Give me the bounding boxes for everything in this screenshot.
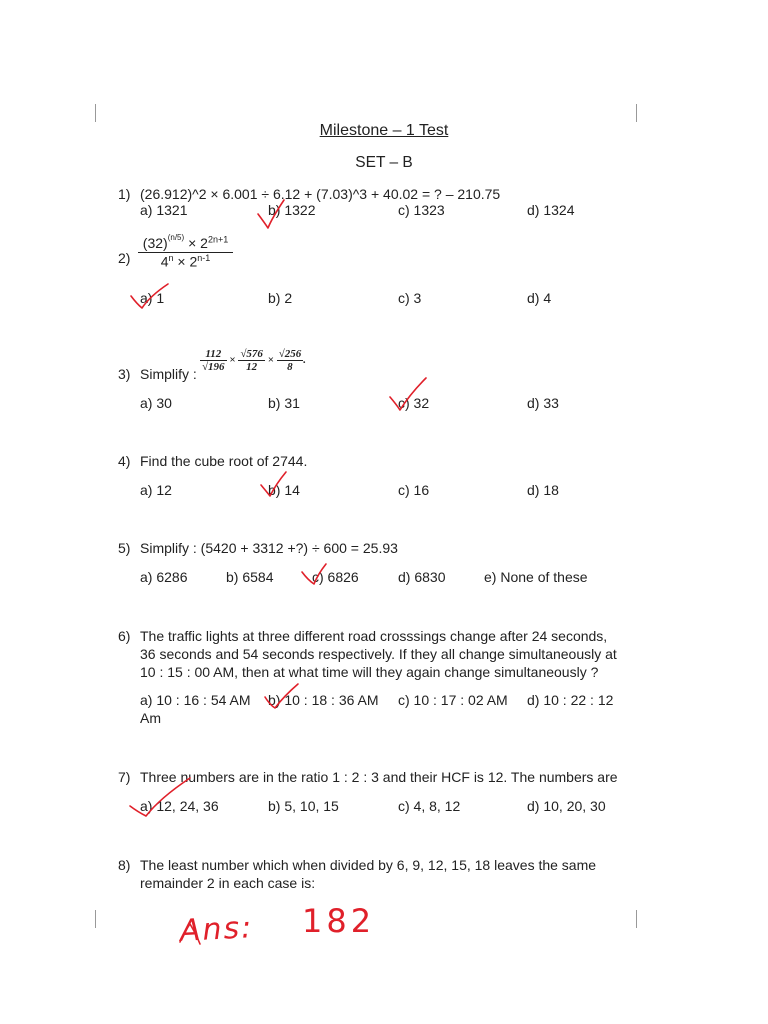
- checkmark-icon: [130, 778, 190, 816]
- set-label: SET – B: [355, 154, 413, 171]
- question-number: 7): [118, 769, 131, 785]
- expression-numerator: $(32)^{(n/5)} \times 2^{2n+1}$: [138, 234, 233, 253]
- checkmark-icon: [258, 200, 284, 228]
- option-d: d) 10, 20, 30: [527, 798, 606, 814]
- option-a: a) 6286: [140, 569, 188, 585]
- fraction: $\frac{112}{√196}$: [202, 348, 225, 373]
- option-c: c) 16: [398, 482, 430, 498]
- option-d: d) 1324: [527, 202, 575, 218]
- option-e: e) None of these: [484, 569, 588, 585]
- option-d: d) 18: [527, 482, 559, 498]
- question-number: 6): [118, 628, 131, 644]
- option-b: b) 5, 10, 15: [268, 798, 339, 814]
- option-b: b) 2: [268, 290, 293, 306]
- option-b: b) 1322: [268, 202, 316, 218]
- question-number: 3): [118, 366, 131, 382]
- option-d: d) 10 : 22 : 12: [527, 692, 614, 708]
- question-number: 2): [118, 250, 131, 266]
- option-c: c) 1323: [398, 202, 445, 218]
- fraction-expression: $\frac{112}{√196}$ × $\frac{√576}{12}$ × $\frac{√256}{8}$ .: [202, 348, 306, 373]
- question-number: 5): [118, 540, 131, 556]
- fraction: $\frac{√576}{12}$: [240, 348, 263, 373]
- question-text: Simplify : (5420 + 3312 +?) ÷ 600 = 25.93: [140, 540, 398, 556]
- question-number: 1): [118, 186, 131, 202]
- option-d: d) 33: [527, 395, 559, 411]
- option-c: c) 4, 8, 12: [398, 798, 461, 814]
- option-b: b) 10 : 18 : 36 AM: [268, 692, 379, 708]
- expression-denominator: 4$^n$ × 2$^{n-1}$: [160, 253, 211, 270]
- option-a: a) 12, 24, 36: [140, 798, 219, 814]
- question-text-line: The traffic lights at three different road crosssings change after 24 seconds,: [140, 628, 608, 644]
- option-c: c) 32: [398, 395, 430, 411]
- checkmark-icon: [265, 684, 298, 708]
- option-a: a) 10 : 16 : 54 AM: [140, 692, 251, 708]
- option-a: a) 1321: [140, 202, 188, 218]
- question-text-line: 10 : 15 : 00 AM, then at what time will they again change simultaneously ?: [140, 664, 599, 680]
- option-c: c) 6826: [312, 569, 359, 585]
- option-a: a) 30: [140, 395, 172, 411]
- checkmark-icon: [131, 284, 168, 308]
- question-text-line: 36 seconds and 54 seconds respectively. If they all change simultaneously at: [140, 646, 617, 662]
- question-text-line: remainder 2 in each case is:: [140, 875, 316, 891]
- option-d: d) 6830: [398, 569, 446, 585]
- question-text: (26.912)^2 × 6.001 ÷ 6.12 + (7.03)^3 + 40.02 = ? – 210.75: [140, 186, 501, 202]
- page-title: Milestone – 1 Test: [319, 122, 449, 139]
- question-number: 4): [118, 453, 131, 469]
- handwritten-answer-value: 182: [302, 902, 376, 940]
- option-b: b) 14: [268, 482, 300, 498]
- fraction: $\frac{√256}{8}$: [278, 348, 302, 373]
- option-a: a) 1: [140, 290, 165, 306]
- question-text-line: The least number which when divided by 6, 9, 12, 15, 18 leaves the same: [140, 857, 597, 873]
- option-b: b) 6584: [226, 569, 274, 585]
- option-b: b) 31: [268, 395, 300, 411]
- checkmark-icon: [261, 472, 286, 496]
- question-text: Three numbers are in the ratio 1 : 2 : 3 and their HCF is 12. The numbers are: [140, 769, 618, 785]
- option-a: a) 12: [140, 482, 172, 498]
- option-d: d) 4: [527, 290, 552, 306]
- checkmark-icon: [390, 378, 426, 410]
- checkmark-icon: [302, 564, 326, 584]
- question-number: 8): [118, 857, 131, 873]
- option-continuation: Am: [140, 710, 161, 726]
- question-prefix: Simplify :: [140, 366, 197, 382]
- option-c: c) 10 : 17 : 02 AM: [398, 692, 508, 708]
- handwritten-answer-label: Ans:: [179, 910, 255, 949]
- question-text: Find the cube root of 2744.: [140, 453, 308, 469]
- stroke-decoration: [180, 924, 200, 944]
- option-c: c) 3: [398, 290, 422, 306]
